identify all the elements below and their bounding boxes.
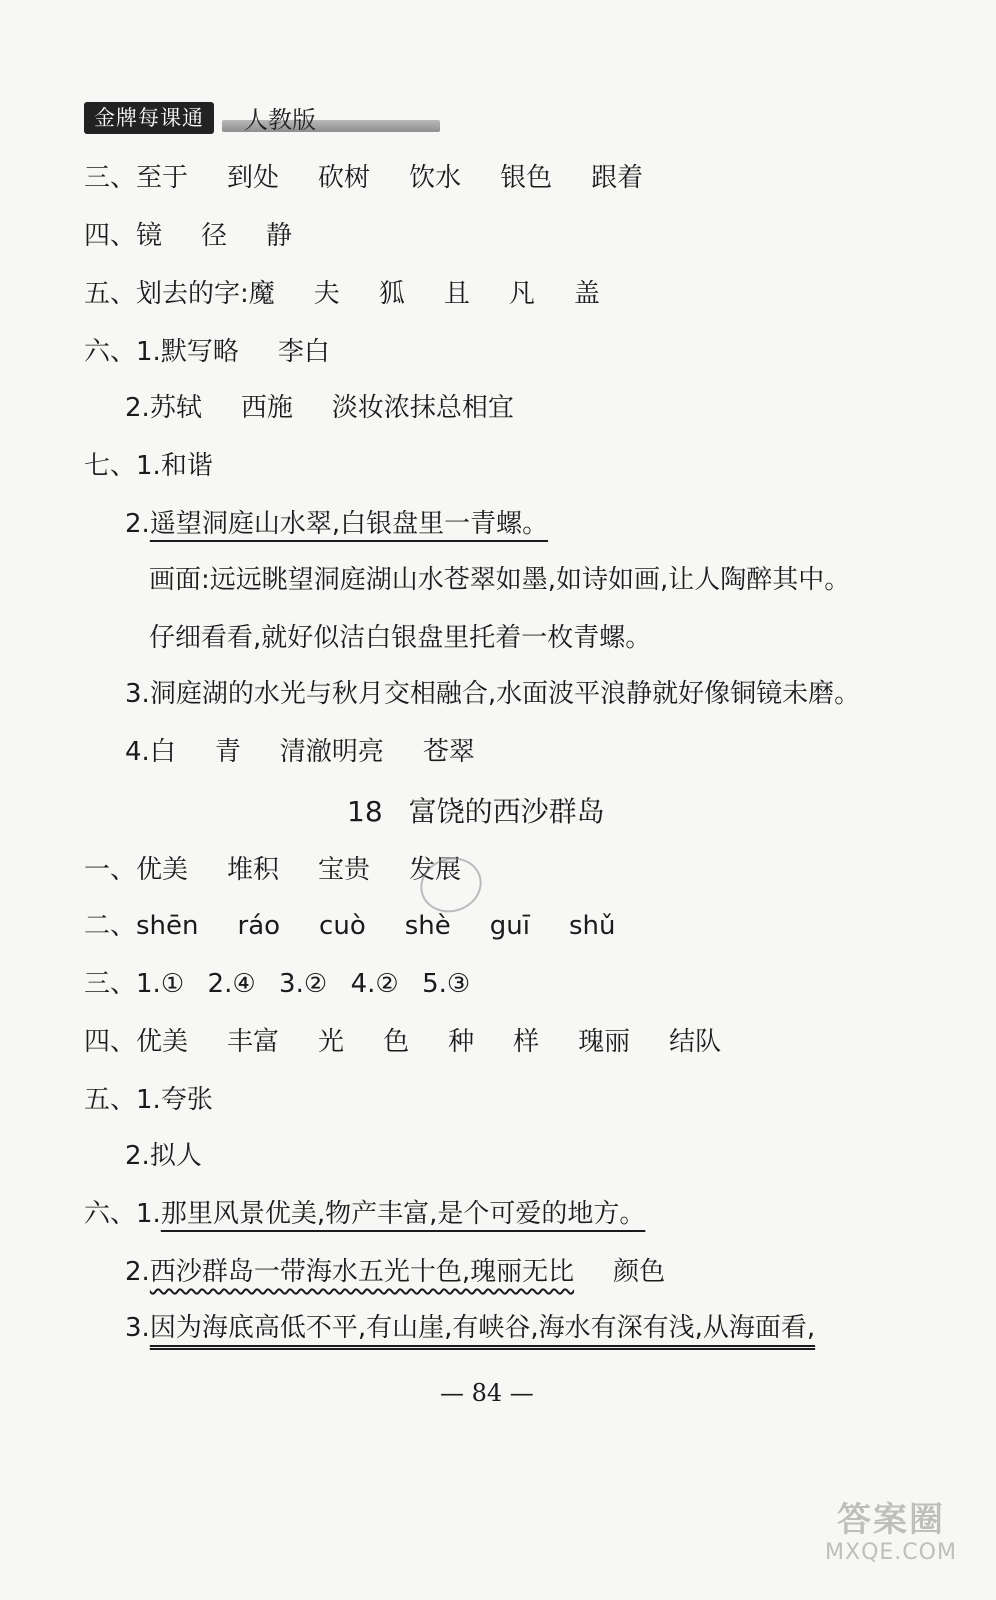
page-header (84, 100, 364, 138)
answer-line-a7-1: 七、1.和谐 (84, 451, 213, 481)
double-underlined-sentence: 因为海底高低不平,有山崖,有峡谷,海水有深有浅,从海面看, (149, 1313, 816, 1343)
answer-line-a7-4: 4.白 青 清澈明亮 苍翠 (125, 737, 475, 767)
wavy-underlined-sentence: 西沙群岛一带海水五光十色,瑰丽无比 (149, 1257, 575, 1287)
answer-line-b5-2: 2.拟人 (125, 1141, 202, 1171)
answer-line-a7-3: 3.洞庭湖的水光与秋月交相融合,水面波平浪静就好像铜镜未磨。 (125, 679, 861, 709)
lesson-title (347, 792, 605, 832)
underlined-poem-line: 遥望洞庭山水翠,白银盘里一青螺。 (149, 509, 549, 539)
answer-line-b2: 二、shēn ráo cuò shè guī shǔ (84, 911, 616, 941)
edition-label: 人教版 (244, 106, 316, 134)
answer-line-a4: 四、镜 径 静 (84, 221, 293, 251)
answer-line-b6-3: 3.因为海底高低不平,有山崖,有峡谷,海水有深有浅,从海面看, (125, 1313, 816, 1343)
lesson-name: 富饶的西沙群岛 (408, 795, 605, 828)
answer-line-b4: 四、优美 丰富 光 色 种 样 瑰丽 结队 (84, 1027, 722, 1057)
answer-line-b3: 三、1.① 2.④ 3.② 4.② 5.③ (84, 969, 471, 999)
underlined-sentence: 那里风景优美,物产丰富,是个可爱的地方。 (160, 1199, 646, 1229)
page-number: — 84 — (440, 1379, 534, 1407)
answer-line-a3: 三、至于 到处 砍树 饮水 银色 跟着 (84, 163, 644, 193)
answer-line-a7-scene2: 仔细看看,就好似洁白银盘里托着一枚青螺。 (149, 623, 652, 653)
answer-line-b1: 一、优美 堆积 宝贵 发展 (84, 855, 462, 885)
brand-tag: 金牌每课通 (84, 102, 214, 134)
answer-line-b6-1: 六、1.那里风景优美,物产丰富,是个可爱的地方。 (84, 1199, 646, 1229)
answer-line-b5-1: 五、1.夸张 (84, 1085, 213, 1115)
lesson-number: 18 (347, 795, 383, 828)
answer-line-a7-2: 2.遥望洞庭山水翠,白银盘里一青螺。 (125, 509, 549, 539)
answer-line-a5: 五、划去的字:魔 夫 狐 且 凡 盖 (84, 279, 600, 309)
answer-line-a6-2: 2.苏轼 西施 淡妆浓抹总相宜 (125, 393, 514, 423)
answer-line-a6-1: 六、1.默写略 李白 (84, 337, 330, 367)
answer-line-b6-2: 2.西沙群岛一带海水五光十色,瑰丽无比 颜色 (125, 1257, 666, 1287)
answer-line-a7-scene1: 画面:远远眺望洞庭湖山水苍翠如墨,如诗如画,让人陶醉其中。 (149, 565, 851, 595)
watermark-logo: 答案圈 MXQE.COM (825, 1500, 957, 1565)
